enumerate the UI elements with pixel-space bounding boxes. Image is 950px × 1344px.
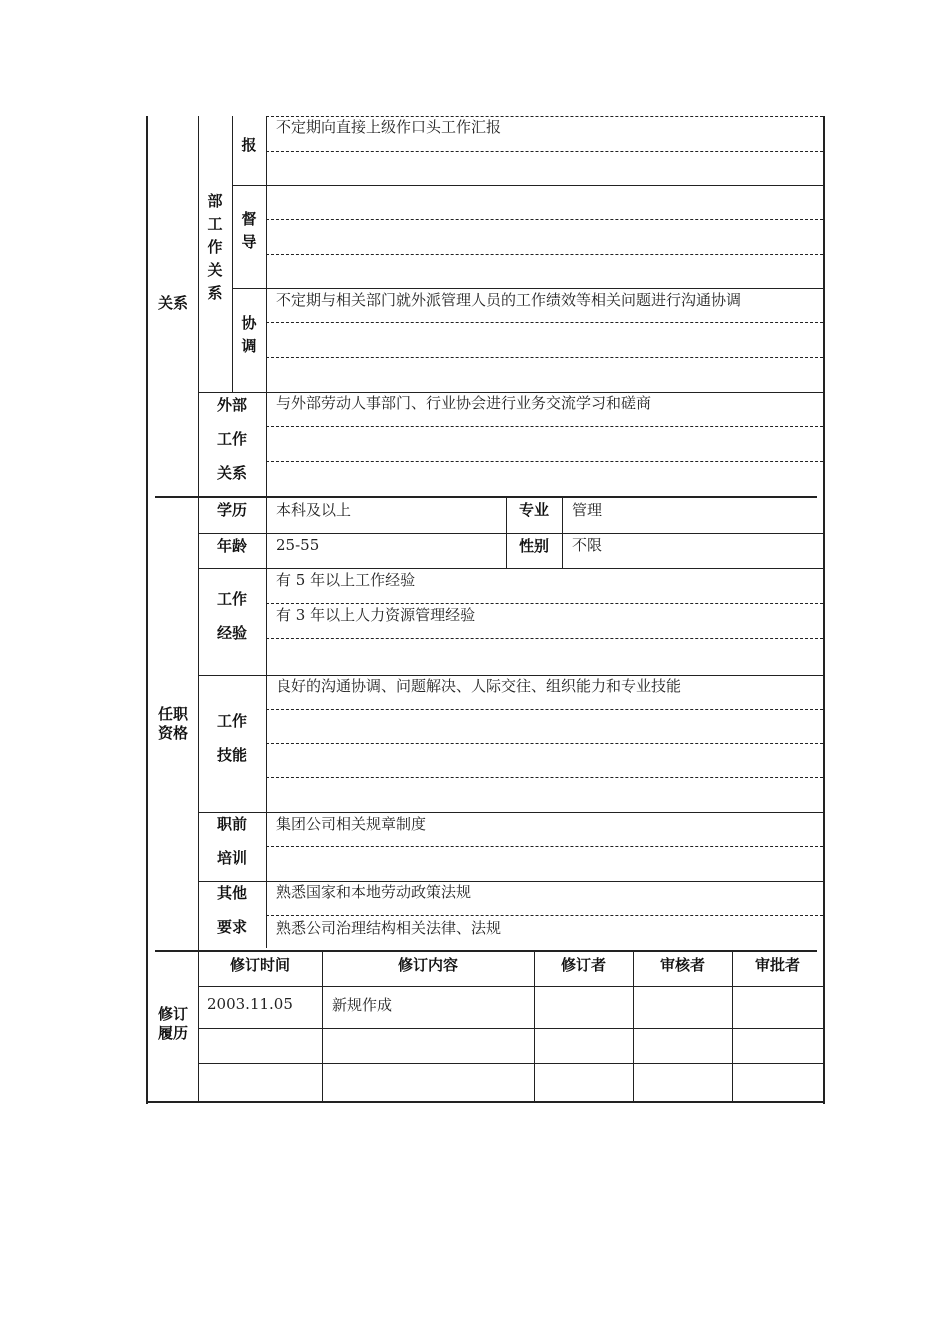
revision-date-cell: 2003.11.05 bbox=[207, 995, 293, 1013]
other-label-2: 要求 bbox=[216, 918, 247, 936]
relations-section-separator bbox=[155, 496, 817, 498]
other-line-2: 熟悉公司治理结构相关法律、法规 bbox=[276, 919, 502, 937]
internal-relations-label: 部 工 作 关 系 bbox=[207, 192, 223, 302]
outer-left-border bbox=[146, 116, 148, 1104]
external-label-2: 工作 bbox=[216, 430, 247, 448]
label-column-divider bbox=[266, 116, 267, 496]
major-value: 管理 bbox=[572, 501, 603, 519]
revision-section-label: 修订 履历 bbox=[157, 1005, 188, 1042]
qualifications-section-label: 任职 资格 bbox=[157, 705, 188, 742]
coordinate-line-1: 不定期与相关部门就外派管理人员的工作绩效等相关问题进行沟通协调 bbox=[276, 291, 742, 309]
skills-label-2: 技能 bbox=[216, 746, 247, 764]
header-approver: 审批者 bbox=[754, 956, 800, 974]
other-line-1: 熟悉国家和本地劳动政策法规 bbox=[276, 883, 472, 901]
skills-label-1: 工作 bbox=[216, 712, 247, 730]
section-column-divider bbox=[198, 116, 199, 1101]
experience-line-1: 有 5 年以上工作经验 bbox=[276, 571, 416, 589]
training-label-2: 培训 bbox=[216, 849, 247, 867]
training-line-1: 集团公司相关规章制度 bbox=[276, 815, 427, 833]
experience-line-2: 有 3 年以上人力资源管理经验 bbox=[276, 606, 476, 624]
gender-label: 性别 bbox=[518, 537, 549, 555]
header-revision-time: 修订时间 bbox=[229, 956, 290, 974]
experience-label-2: 经验 bbox=[216, 624, 247, 642]
coordinate-label: 协 调 bbox=[241, 314, 257, 355]
outer-bottom-border bbox=[146, 1101, 825, 1103]
outer-right-border bbox=[823, 116, 825, 1104]
header-reviewer: 审核者 bbox=[659, 956, 705, 974]
report-line-1: 不定期向直接上级作口头工作汇报 bbox=[276, 118, 502, 136]
qualifications-section-separator bbox=[155, 950, 817, 952]
gender-value: 不限 bbox=[572, 536, 603, 554]
experience-label-1: 工作 bbox=[216, 590, 247, 608]
age-label: 年龄 bbox=[216, 537, 247, 555]
other-label-1: 其他 bbox=[216, 884, 247, 902]
education-label: 学历 bbox=[216, 501, 247, 519]
relations-section-label: 关系 bbox=[157, 294, 188, 312]
major-label: 专业 bbox=[518, 501, 549, 519]
internal-column-divider bbox=[232, 116, 233, 392]
external-label-1: 外部 bbox=[216, 396, 247, 414]
skills-line-1: 良好的沟通协调、问题解决、人际交往、组织能力和专业技能 bbox=[276, 677, 682, 695]
report-label: 报 bbox=[241, 136, 257, 154]
revision-content-cell: 新规作成 bbox=[332, 996, 393, 1014]
external-label-3: 关系 bbox=[216, 464, 247, 482]
supervise-label: 督 导 bbox=[241, 210, 257, 251]
external-line-1: 与外部劳动人事部门、行业协会进行业务交流学习和磋商 bbox=[276, 394, 652, 412]
age-value: 25-55 bbox=[276, 536, 320, 554]
header-revision-content: 修订内容 bbox=[397, 956, 458, 974]
education-value: 本科及以上 bbox=[276, 501, 352, 519]
header-reviser: 修订者 bbox=[560, 956, 606, 974]
training-label-1: 职前 bbox=[216, 815, 247, 833]
